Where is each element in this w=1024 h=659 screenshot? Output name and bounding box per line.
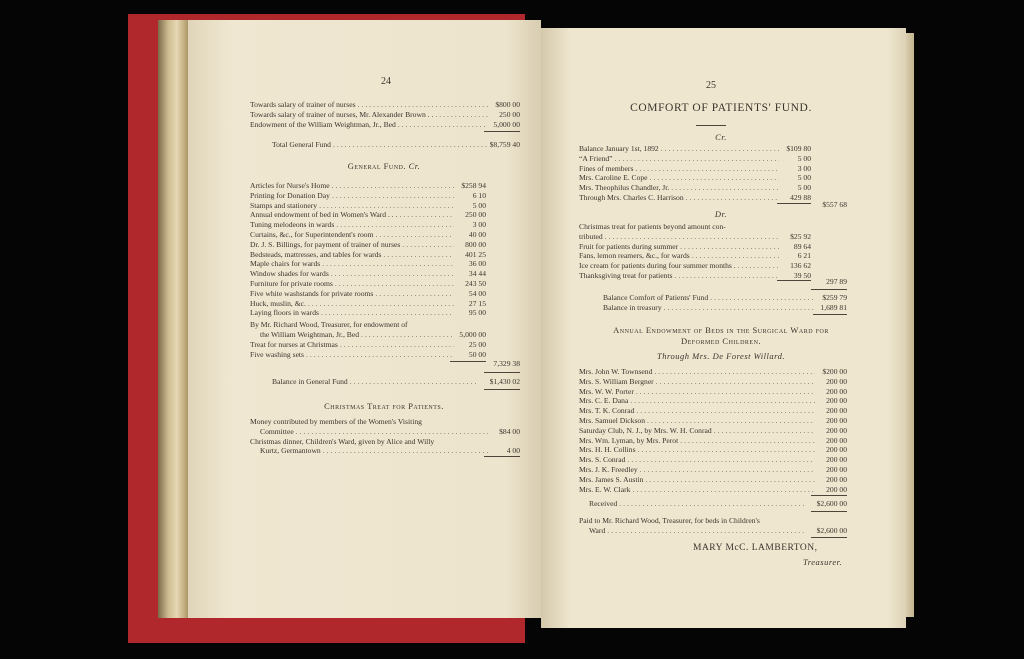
amount: 429 88 <box>790 192 811 202</box>
label: Treat for nurses at Christmas <box>250 340 338 349</box>
amount: 200 00 <box>826 406 847 416</box>
endowment-heading <box>561 325 881 347</box>
label: Committee <box>260 426 294 436</box>
amount: $800 00 <box>495 100 520 109</box>
label: Mrs. Caroline E. Cope <box>579 173 648 183</box>
rule <box>811 537 847 538</box>
rule <box>484 456 520 457</box>
book-spine <box>158 20 192 618</box>
ledger-row <box>579 183 811 193</box>
ledger-row <box>579 485 847 495</box>
right-page <box>541 28 906 628</box>
label: Mrs. James S. Austin <box>579 474 644 484</box>
rule <box>696 125 726 126</box>
label: Balance in General Fund <box>272 377 348 386</box>
amount: 200 00 <box>826 386 847 396</box>
label: Maple chairs for wards <box>250 259 321 269</box>
amount: $2,600 00 <box>816 499 847 508</box>
balances <box>603 293 847 313</box>
general-subtotal: 7,329 38 <box>493 359 520 368</box>
label: the William Weightman, Jr., Bed <box>260 329 359 339</box>
ledger-row <box>579 242 811 252</box>
balance-general-fund <box>272 377 520 387</box>
ledger-row <box>579 475 847 485</box>
amount: $259 79 <box>822 293 847 302</box>
ledger-row <box>579 406 847 416</box>
richard-wood-entry <box>250 320 486 340</box>
amount: 800 00 <box>465 239 486 249</box>
rule <box>811 495 847 496</box>
ledger-row <box>579 416 847 426</box>
rule <box>450 361 486 362</box>
ledger-row <box>250 100 520 110</box>
ledger-row <box>250 181 486 191</box>
amount: 4 00 <box>506 446 520 456</box>
amount: 200 00 <box>826 425 847 435</box>
amount: $2,600 00 <box>816 525 847 535</box>
label: Fruit for patients during summer <box>579 241 679 251</box>
amount: 5 00 <box>797 183 811 193</box>
label: Thanksgiving treat for patients <box>579 270 673 280</box>
amount: $1,430 02 <box>489 377 520 386</box>
amount: $258 94 <box>461 181 486 190</box>
ledger-row <box>250 250 486 260</box>
label: Fines of members <box>579 163 634 173</box>
ledger-row <box>250 308 486 318</box>
amount: 25 00 <box>468 340 486 349</box>
amount: 5,000 00 <box>493 119 520 129</box>
amount: 54 00 <box>468 288 486 298</box>
ledger-row <box>579 232 811 242</box>
received <box>589 499 847 509</box>
ledger-row <box>579 377 847 387</box>
rule <box>777 280 811 281</box>
cr-label: Cr. <box>408 161 421 171</box>
label: Saturday Club, N. J., by Mrs. W. H. Conrad <box>579 425 712 435</box>
amount: 200 00 <box>826 415 847 425</box>
amount: 200 00 <box>826 464 847 474</box>
amount: 89 64 <box>793 241 811 251</box>
label: Mrs. T. K. Conrad <box>579 406 635 416</box>
through-willard: Through Mrs. De Forest Willard. <box>657 351 785 361</box>
amount: 3 00 <box>472 220 486 230</box>
label: Towards salary of trainer of nurses <box>250 100 356 109</box>
ledger-row <box>579 436 847 446</box>
ledger-row <box>250 230 486 240</box>
amount: 1,689 81 <box>820 302 847 312</box>
ledger-row <box>579 164 811 174</box>
label: Articles for Nurse's Home <box>250 181 330 190</box>
label: Towards salary of trainer of nurses, Mr. Alexander Brown . . <box>250 109 434 119</box>
label: Received <box>589 499 618 508</box>
amount: 36 00 <box>468 259 486 269</box>
label: Ward <box>589 525 606 535</box>
label: Through Mrs. Charles C. Harrison <box>579 192 684 202</box>
label: Annual endowment of bed in Women's Ward . . . <box>250 210 398 220</box>
ledger-row <box>250 110 520 120</box>
label: Ice cream for patients during four summer months . <box>579 261 736 271</box>
label: Furniture for private rooms <box>250 278 333 288</box>
ledger-row <box>250 279 486 289</box>
ledger-row <box>579 154 811 164</box>
label: Bedsteads, mattresses, and tables for wards <box>250 249 382 259</box>
amount: 250 00 <box>499 109 520 119</box>
cr-total: $557 68 <box>822 200 847 209</box>
label: Tuning melodeons in wards <box>250 220 335 230</box>
ledger-row <box>250 201 486 211</box>
left-page <box>188 20 541 618</box>
amount: 5 00 <box>472 200 486 210</box>
ledger-row <box>579 387 847 397</box>
dr-line1: Christmas treat for patients beyond amount con- <box>579 222 726 231</box>
endowment-heading-line1: Annual Endowment of Beds in the Surgical Ward for <box>613 325 829 335</box>
ledger-row <box>250 120 520 130</box>
ledger-row <box>250 350 486 360</box>
amount: 95 00 <box>468 308 486 318</box>
amount: 27 15 <box>468 298 486 308</box>
amount: 6 21 <box>797 251 811 261</box>
heading-text: General Fund. <box>347 161 406 171</box>
amount: 200 00 <box>826 376 847 386</box>
label: Huck, muslin, &c. <box>250 298 306 308</box>
paid-entry <box>579 516 847 536</box>
amount: $84 00 <box>499 426 520 436</box>
label: tributed <box>579 231 603 241</box>
christmas-line1: Money contributed by members of the Women's Visiting <box>250 417 422 426</box>
ledger-row <box>250 220 486 230</box>
label: Five washing sets <box>250 349 304 359</box>
amount: 39 50 <box>793 270 811 280</box>
amount: 3 00 <box>797 163 811 173</box>
amount: 40 00 <box>468 229 486 239</box>
rule <box>484 389 520 390</box>
page-edges <box>906 33 914 617</box>
label: Mrs. S. Conrad <box>579 455 626 465</box>
amount: 200 00 <box>826 474 847 484</box>
label: Mrs. C. E. Dana <box>579 396 629 406</box>
amount: 200 00 <box>826 435 847 445</box>
cr-entries <box>579 144 811 203</box>
label: Stamps and stationery <box>250 200 318 210</box>
ledger-row <box>579 396 847 406</box>
label: Mrs. W. W. Porter <box>579 386 634 396</box>
amount: 5,000 00 <box>459 329 486 339</box>
amount: 136 62 <box>790 261 811 271</box>
ledger-row <box>579 144 811 154</box>
label: Fans, lemon reamers, &c., for wards <box>579 251 690 261</box>
amount: $109 80 <box>786 144 811 153</box>
cr-heading: Cr. <box>715 132 727 142</box>
page-number-right: 25 <box>706 80 716 91</box>
general-fund-heading <box>248 161 520 171</box>
donor-list <box>579 367 847 494</box>
rule <box>484 372 520 373</box>
amount: 200 00 <box>826 396 847 406</box>
label: Balance in treasury <box>603 302 662 312</box>
rule <box>811 289 847 290</box>
amount: 200 00 <box>826 484 847 494</box>
label: Endowment of the William Weightman, Jr., Bed <box>250 119 396 129</box>
label: Mrs. J. K. Freedley <box>579 464 638 474</box>
ledger-row <box>250 259 486 269</box>
ledger-row <box>579 445 847 455</box>
label: Total General Fund <box>272 140 331 149</box>
amount: 5 00 <box>797 153 811 163</box>
ledger-row <box>250 269 486 279</box>
amount: 200 00 <box>826 455 847 465</box>
top-entries <box>250 100 520 129</box>
label: Mrs. Theophilus Chandler, Jr. <box>579 183 670 193</box>
christmas-line3: Christmas dinner, Children's Ward, given by Alice and Willy <box>250 436 435 446</box>
ledger-row <box>250 210 486 220</box>
label: Mrs. John W. Townsend <box>579 367 653 376</box>
ledger-row <box>250 340 486 350</box>
label: Curtains, &c., for Superintendent's room <box>250 229 374 239</box>
label: Window shades for wards <box>250 269 329 279</box>
signature-title: Treasurer. <box>803 557 843 567</box>
general-entries <box>250 181 486 318</box>
label: Balance Comfort of Patients' Fund <box>603 293 709 302</box>
total-general-fund <box>272 140 520 150</box>
rule <box>777 203 811 204</box>
ledger-row <box>579 367 847 377</box>
rule <box>813 314 847 315</box>
amount: 401 25 <box>465 249 486 259</box>
amount: 5 00 <box>797 173 811 183</box>
label: Dr. J. S. Billings, for payment of trainer of nurses <box>250 239 401 249</box>
label: Balance January 1st, 1892 <box>579 144 659 153</box>
amount: 34 44 <box>468 269 486 279</box>
general-entries-end <box>250 340 486 360</box>
amount: 243 50 <box>465 278 486 288</box>
endowment-heading-line2: Deformed Children. <box>680 336 762 346</box>
richard-wood-line1: By Mr. Richard Wood, Treasurer, for endowment of <box>250 320 408 329</box>
ledger-row <box>579 193 811 203</box>
paid-line1: Paid to Mr. Richard Wood, Treasurer, for beds in Children's <box>579 516 760 525</box>
signature-name: MARY McC. LAMBERTON, <box>693 543 818 553</box>
label: Kurtz, Germantown <box>260 446 321 456</box>
label: Mrs. Wm. Lyman, by Mrs. Perot <box>579 435 679 445</box>
label: Mrs. E. W. Clark <box>579 484 631 494</box>
label: Five white washstands for private rooms <box>250 288 374 298</box>
ledger-row <box>250 289 486 299</box>
ledger-row <box>250 299 486 309</box>
label: Printing for Donation Day <box>250 190 330 200</box>
ledger-row <box>250 240 486 250</box>
dr-entries <box>579 222 811 281</box>
fund-title: COMFORT OF PATIENTS' FUND. <box>630 102 812 114</box>
label: Mrs. H. H. Collins <box>579 445 636 455</box>
amount: $200 00 <box>822 367 847 376</box>
amount: $25 92 <box>790 231 811 241</box>
dr-total: 297 89 <box>826 277 847 286</box>
ledger-row <box>579 426 847 436</box>
dr-heading: Dr. <box>714 209 728 219</box>
amount: 250 00 <box>465 210 486 220</box>
page-number-left: 24 <box>381 76 391 87</box>
rule <box>484 131 520 132</box>
label: Mrs. Samuel Dickson <box>579 415 646 425</box>
amount: 200 00 <box>826 445 847 455</box>
christmas-entries <box>250 417 520 456</box>
label: Laying floors in wards <box>250 308 319 318</box>
ledger-row <box>579 173 811 183</box>
label: Mrs. S. William Bergner <box>579 376 654 386</box>
amount: $8,759 40 <box>489 140 520 149</box>
ledger-row <box>250 191 486 201</box>
label: “A Friend” <box>579 153 613 163</box>
ledger-row <box>579 251 811 261</box>
amount: 50 00 <box>468 349 486 359</box>
ledger-row <box>579 465 847 475</box>
ledger-row <box>579 455 847 465</box>
christmas-heading: Christmas Treat for Patients. <box>324 401 444 411</box>
ledger-row <box>579 261 811 271</box>
amount: 6 10 <box>472 190 486 200</box>
rule <box>811 511 847 512</box>
